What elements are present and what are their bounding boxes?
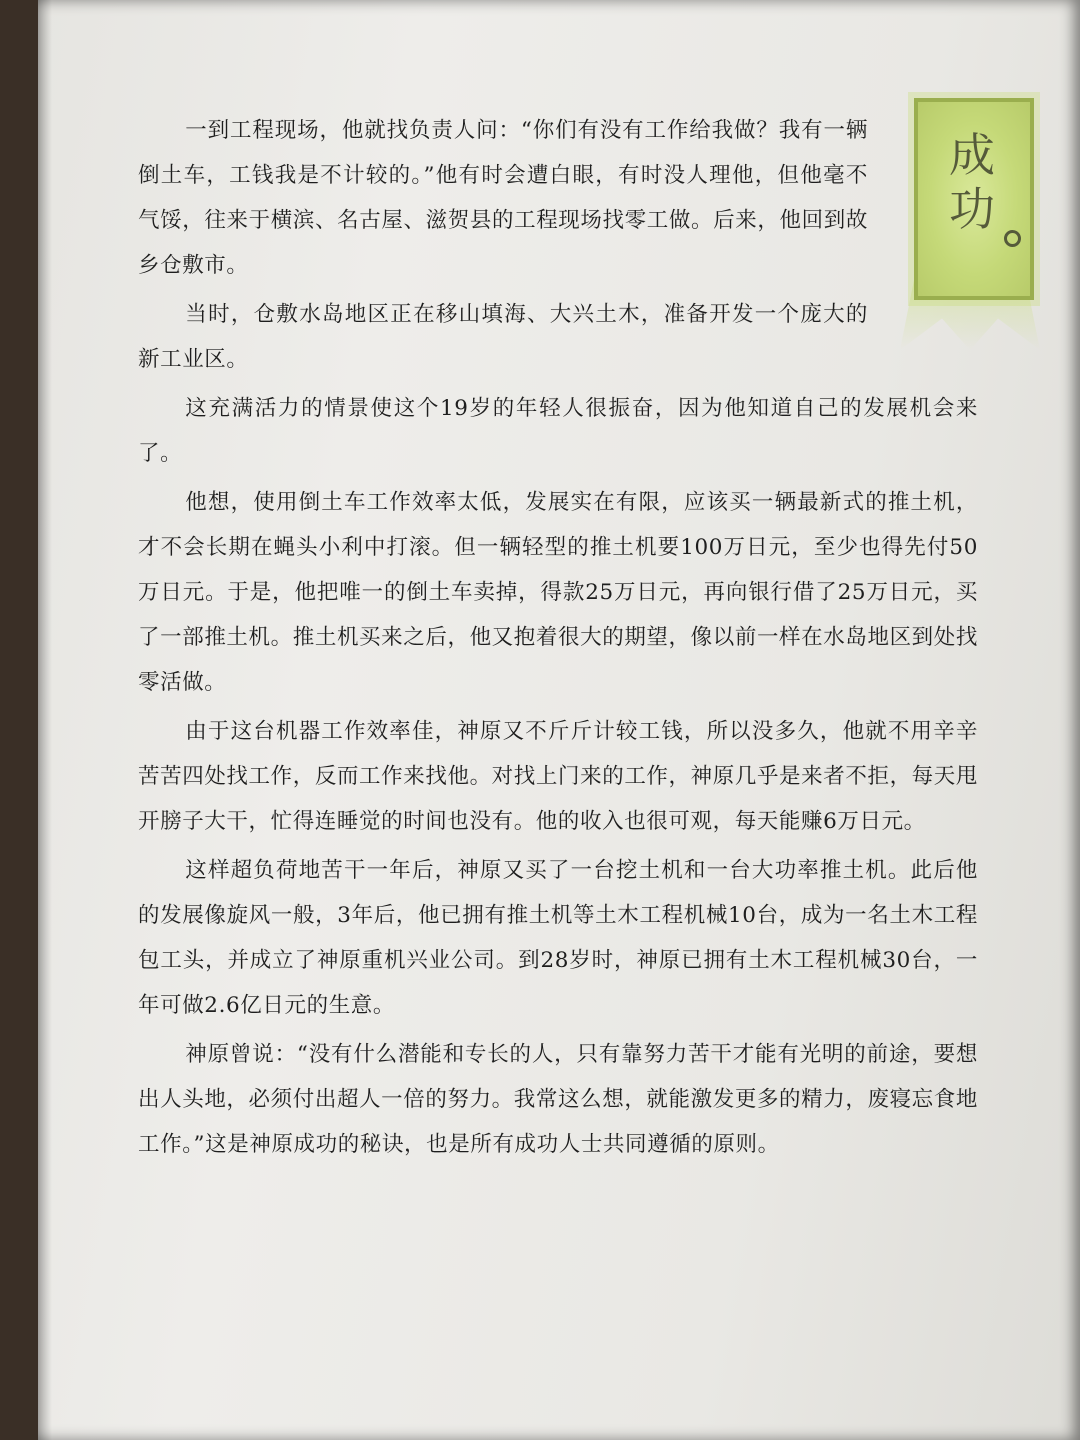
- chapter-tab-char-1: 成: [949, 128, 999, 182]
- paragraph-6: 这样超负荷地苦干一年后，神原又买了一台挖土机和一台大功率推土机。此后他的发展像旋风一般，3年后，他已拥有推土机等土木工程机械10台，成为一名土木工程包工头，并成立了神原重机兴业公司。到28岁时，神原已拥有土木工程机械30台，一年可做2.6亿日元的生意。: [138, 858, 978, 1018]
- chapter-tab-dot: [1004, 230, 1021, 247]
- paragraph-2: 当时，仓敷水岛地区正在移山填海、大兴土木，准备开发一个庞大的新工业区。: [138, 302, 868, 372]
- page-binding-shadow: [38, 0, 52, 1440]
- paragraph-5: 由于这台机器工作效率佳，神原又不斤斤计较工钱，所以没多久，他就不用辛辛苦苦四处找工作，反而工作来找他。对找上门来的工作，神原几乎是来者不拒，每天甩开膀子大干，忙得连睡觉的时间也没有。他的收入也很可观，每天能赚6万日元。: [138, 719, 978, 834]
- paragraph-3: 这充满活力的情景使这个19岁的年轻人很振奋，因为他知道自己的发展机会来了。: [138, 396, 978, 466]
- paragraph-4: 他想，使用倒土车工作效率太低，发展实在有限，应该买一辆最新式的推土机，才不会长期在蝇头小利中打滚。但一辆轻型的推土机要100万日元，至少也得先付50万日元。于是，他把唯一的倒土车卖掉，得款25万日元，再向银行借了25万日元，买了一部推土机。推土机买来之后，他又抱着很大的期望，像以前一样在水岛地区到处找零活做。: [138, 490, 978, 695]
- paragraph-7: 神原曾说：“没有什么潜能和专长的人，只有靠努力苦干才能有光明的前途，要想出人头地，必须付出超人一倍的努力。我常这么想，就能激发更多的精力，废寝忘食地工作。”这是神原成功的秘诀，也是所有成功人士共同遵循的原则。: [138, 1042, 978, 1157]
- paragraph-1: 一到工程现场，他就找负责人问：“你们有没有工作给我做？我有一辆倒土车，工钱我是不计较的。”他有时会遭白眼，有时没人理他，但他毫不气馁，往来于横滨、名古屋、滋贺县的工程现场找零工做。后来，他回到故乡仓敷市。: [138, 118, 868, 278]
- chapter-tab-char-2: 功: [949, 182, 999, 236]
- body-text: [138, 108, 978, 1171]
